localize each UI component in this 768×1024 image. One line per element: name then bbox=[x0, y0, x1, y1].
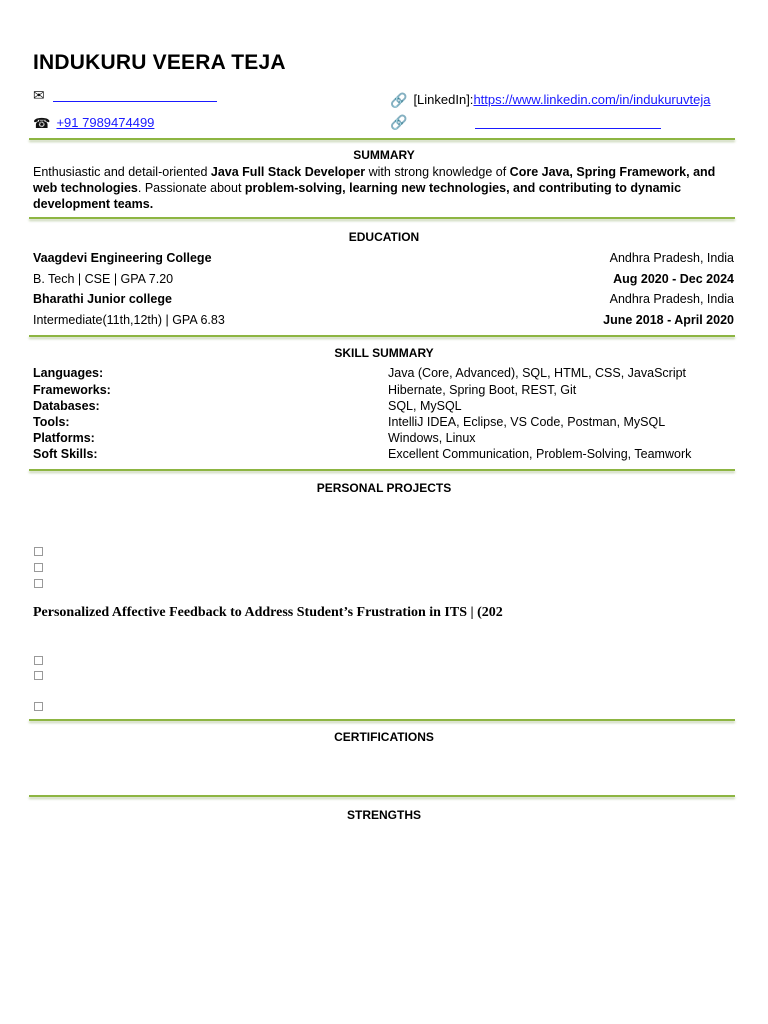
projects-heading: PERSONAL PROJECTS bbox=[316, 481, 452, 495]
certifications-heading: CERTIFICATIONS bbox=[334, 730, 434, 744]
linkedin-link[interactable]: https://www.linkedin.com/in/indukuruvteja bbox=[473, 92, 711, 107]
dates: June 2018 - April 2020 bbox=[603, 313, 734, 327]
skill-label: Tools: bbox=[33, 415, 70, 429]
linkedin-line bbox=[390, 92, 710, 107]
education-row bbox=[33, 292, 734, 306]
phone-icon: ☎ bbox=[33, 114, 51, 131]
degree-detail: B. Tech | CSE | GPA 7.20 bbox=[33, 272, 174, 286]
summary-heading: SUMMARY bbox=[353, 148, 415, 162]
skill-value: Windows, Linux bbox=[388, 431, 476, 445]
bullet-box bbox=[34, 671, 43, 680]
skill-value: Hibernate, Spring Boot, REST, Git bbox=[388, 383, 577, 397]
blank-link[interactable] bbox=[475, 116, 661, 129]
bullet-box bbox=[34, 656, 43, 665]
email-icon: ✉ bbox=[33, 87, 45, 103]
skill-value: Java (Core, Advanced), SQL, HTML, CSS, JavaScript bbox=[388, 366, 687, 380]
skill-label: Languages: bbox=[33, 366, 104, 380]
skill-value: Excellent Communication, Problem-Solving, Teamwork bbox=[388, 447, 692, 461]
skill-label: Frameworks: bbox=[33, 383, 111, 397]
section-divider bbox=[29, 469, 735, 471]
education-row bbox=[33, 313, 734, 327]
strengths-heading: STRENGTHS bbox=[346, 808, 421, 822]
candidate-name: INDUKURU VEERA TEJA bbox=[33, 51, 286, 74]
institution: Vaagdevi Engineering College bbox=[33, 251, 212, 265]
linkedin-label: [LinkedIn]: bbox=[413, 92, 474, 107]
summary-text: Enthusiastic and detail-oriented Java Full Stack Developer with strong knowledge of Core Java, Spring Framework, and web technologies. Passionate about problem-solving, learning new technologies, and contributing to dynamic development teams. bbox=[33, 165, 716, 211]
education-row bbox=[33, 272, 734, 286]
location: Andhra Pradesh, India bbox=[609, 251, 734, 265]
second-link-line bbox=[390, 115, 661, 129]
project-title: Personalized Affective Feedback to Address Student’s Frustration in ITS | (202 bbox=[33, 605, 503, 620]
email-link[interactable] bbox=[53, 89, 217, 102]
bullet-box bbox=[34, 702, 43, 711]
skills-heading: SKILL SUMMARY bbox=[334, 346, 434, 360]
education-row bbox=[33, 251, 734, 265]
phone-link[interactable]: +91 7989474499 bbox=[56, 115, 155, 130]
bullet-box bbox=[34, 579, 43, 588]
skill-label: Platforms: bbox=[33, 431, 95, 445]
section-divider bbox=[29, 138, 735, 140]
location: Andhra Pradesh, India bbox=[609, 292, 734, 306]
skill-label: Soft Skills: bbox=[33, 447, 98, 461]
education-heading: EDUCATION bbox=[348, 230, 420, 244]
institution: Bharathi Junior college bbox=[33, 292, 172, 306]
section-divider bbox=[29, 719, 735, 721]
section-divider bbox=[29, 217, 735, 219]
email-line bbox=[33, 88, 217, 102]
link-icon: 🔗 bbox=[390, 114, 408, 130]
section-divider bbox=[29, 795, 735, 797]
degree-detail: Intermediate(11th,12th) | GPA 6.83 bbox=[33, 313, 225, 327]
link-icon: 🔗 bbox=[390, 91, 408, 108]
dates: Aug 2020 - Dec 2024 bbox=[613, 272, 734, 286]
skill-value: IntelliJ IDEA, Eclipse, VS Code, Postman, MySQL bbox=[388, 415, 666, 429]
bullet-box bbox=[34, 547, 43, 556]
bullet-box bbox=[34, 563, 43, 572]
phone-line bbox=[33, 115, 154, 130]
skill-label: Databases: bbox=[33, 399, 100, 413]
section-divider bbox=[29, 335, 735, 337]
skill-value: SQL, MySQL bbox=[388, 399, 462, 413]
